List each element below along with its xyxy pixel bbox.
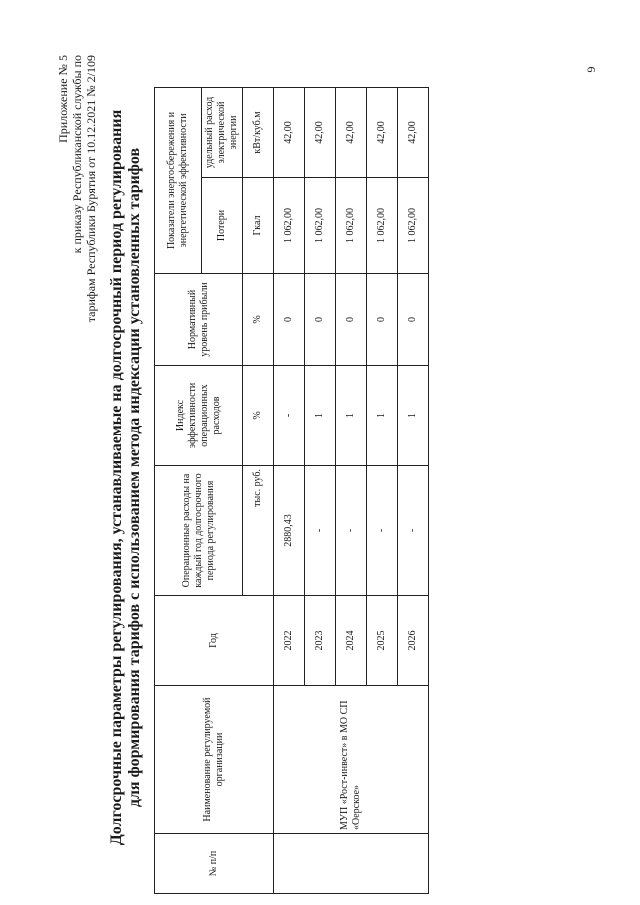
header-energy-indicators: Показатели энергосбережения и энергетической эффективности [155, 87, 202, 273]
unit-losses: Гкал [243, 178, 274, 274]
cell-year: 2025 [367, 596, 398, 686]
rotated-page-content [56, 55, 576, 900]
cell-year: 2022 [274, 596, 305, 686]
header-losses: Потери [202, 178, 243, 274]
cell-specific: 42,00 [274, 87, 305, 177]
unit-opex: тыс. руб. [243, 466, 274, 596]
header-profit-level: Нормативный уровень прибыли [155, 274, 243, 366]
parameters-table [154, 87, 429, 894]
cell-losses: 1 062,00 [398, 178, 429, 274]
appendix-line-2: к приказу Республиканской службы по [70, 55, 84, 254]
cell-index: 1 [305, 366, 336, 466]
cell-year: 2026 [398, 596, 429, 686]
cell-index: 1 [367, 366, 398, 466]
cell-year: 2023 [305, 596, 336, 686]
cell-num [274, 834, 429, 894]
unit-profit: % [243, 274, 274, 366]
unit-specific: кВт/куб.м [243, 87, 274, 177]
cell-profit: 0 [398, 274, 429, 366]
cell-profit: 0 [367, 274, 398, 366]
header-specific-consumption: удельный расход электрической энергии [202, 87, 243, 177]
cell-profit: 0 [274, 274, 305, 366]
cell-opex: - [367, 466, 398, 596]
header-row-1 [155, 87, 202, 893]
cell-index: 1 [398, 366, 429, 466]
cell-specific: 42,00 [398, 87, 429, 177]
header-num: № п/п [155, 834, 274, 894]
cell-losses: 1 062,00 [305, 178, 336, 274]
cell-losses: 1 062,00 [336, 178, 367, 274]
unit-index: % [243, 366, 274, 466]
header-year: Год [155, 596, 274, 686]
document-title [108, 55, 144, 900]
appendix-line-3: тарифам Республики Бурятия от 10.12.2021 № 2/109 [84, 55, 98, 323]
cell-specific: 42,00 [336, 87, 367, 177]
cell-index: 1 [336, 366, 367, 466]
cell-opex: 2880,43 [274, 466, 305, 596]
cell-specific: 42,00 [305, 87, 336, 177]
cell-year: 2024 [336, 596, 367, 686]
cell-opex: - [398, 466, 429, 596]
cell-losses: 1 062,00 [274, 178, 305, 274]
title-line-1: Долгосрочные параметры регулирования, устанавливаемые на долгосрочный период регулирования [108, 109, 125, 846]
cell-opex: - [336, 466, 367, 596]
cell-index: - [274, 366, 305, 466]
cell-specific: 42,00 [367, 87, 398, 177]
cell-opex: - [305, 466, 336, 596]
header-organization: Наименование регулируемой организации [155, 686, 274, 834]
title-line-2: для формирования тарифов с использованием метода индексации установленных тарифов [126, 147, 143, 808]
header-opex: Операционные расходы на каждый год долгосрочного периода регулирования [155, 466, 243, 596]
cell-organization: МУП «Рост-инвест» в МО СП «Оерское» [274, 686, 429, 834]
header-efficiency-index: Индекс эффективности операционных расходов [155, 366, 243, 466]
appendix-header [56, 55, 98, 475]
page-number: 6 [584, 66, 599, 73]
cell-profit: 0 [305, 274, 336, 366]
cell-losses: 1 062,00 [367, 178, 398, 274]
appendix-line-1: Приложение № 5 [56, 55, 70, 143]
table-row [274, 87, 305, 893]
cell-profit: 0 [336, 274, 367, 366]
